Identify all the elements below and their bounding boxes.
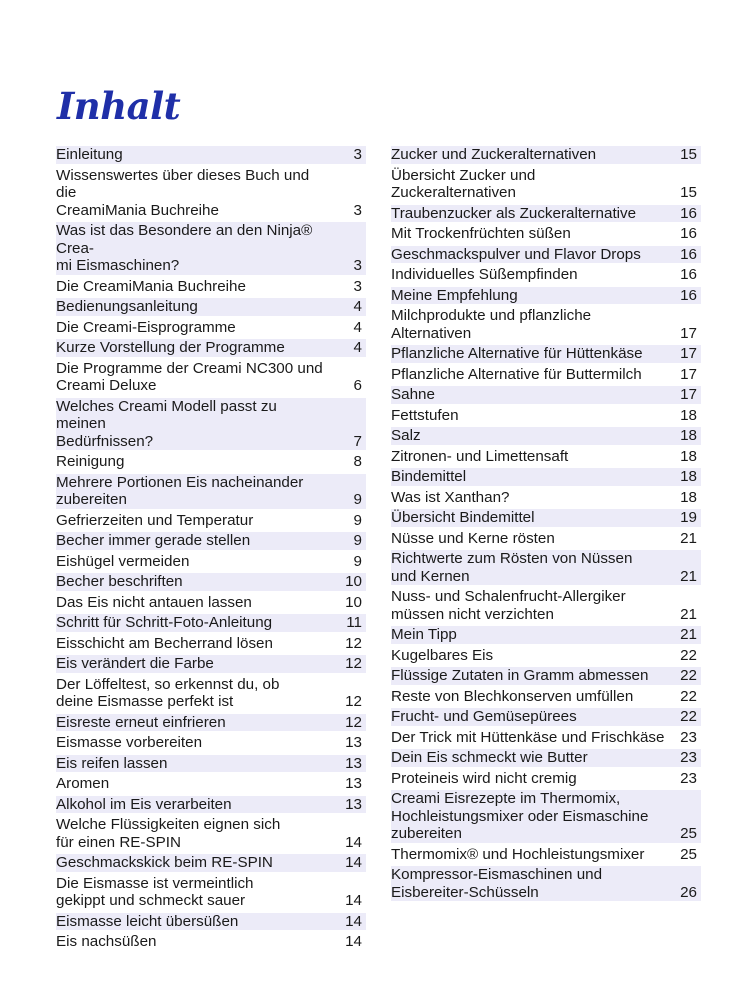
toc-entry xyxy=(391,427,701,445)
toc-entry-title xyxy=(391,407,665,425)
toc-entry-line: gekippt und schmeckt sauer xyxy=(56,892,246,909)
toc-entry-title xyxy=(391,468,665,486)
toc-entry-title xyxy=(391,307,665,342)
toc-entry-title xyxy=(56,360,330,395)
toc-entry xyxy=(391,386,701,404)
toc-entry xyxy=(391,749,701,767)
toc-page-number: 19 xyxy=(680,509,697,526)
toc-page-number: 14 xyxy=(345,833,362,851)
toc-entry-line: Proteineis wird nicht cremig xyxy=(391,769,577,787)
toc-page-number: 12 xyxy=(345,655,362,672)
toc-entry xyxy=(391,626,701,644)
toc-entry-title xyxy=(391,790,665,843)
toc-entry-line: CreamiMania Buchreihe xyxy=(56,201,219,219)
toc-entry xyxy=(56,755,366,773)
toc-entry xyxy=(391,790,701,843)
toc-entry-title xyxy=(391,550,665,585)
toc-entry xyxy=(56,816,366,851)
toc-entry xyxy=(391,770,701,788)
toc-entry-title xyxy=(56,167,330,220)
toc-page-number: 16 xyxy=(680,245,697,263)
toc-entry xyxy=(56,278,366,296)
toc-entry-title xyxy=(56,714,330,732)
toc-entry xyxy=(391,588,701,623)
toc-entry-line: Eis verändert die Farbe xyxy=(56,655,330,673)
toc-page-number: 23 xyxy=(680,728,697,746)
toc-page-number: 22 xyxy=(680,687,697,705)
toc-entry-title xyxy=(56,655,330,673)
toc-page-number: 21 xyxy=(680,626,697,643)
toc-page-number: 22 xyxy=(680,646,697,664)
toc-entry-title xyxy=(56,635,330,653)
toc-entry xyxy=(391,468,701,486)
toc-entry-title xyxy=(391,509,665,527)
toc-page-number: 23 xyxy=(680,749,697,766)
toc-entry xyxy=(56,298,366,316)
toc-entry-title xyxy=(56,398,330,451)
toc-entry xyxy=(56,796,366,814)
toc-page-number: 23 xyxy=(680,769,697,787)
toc-entry-title xyxy=(391,647,665,665)
toc-entry xyxy=(391,146,701,164)
toc-entry xyxy=(56,614,366,632)
toc-entry-line: Wissenswertes über dieses Buch und die xyxy=(56,166,310,201)
toc-page-number: 7 xyxy=(353,432,362,450)
toc-entry-line: Gefrierzeiten und Temperatur xyxy=(56,511,254,529)
toc-page-number: 17 xyxy=(680,345,697,362)
toc-entry-line: Creami Deluxe xyxy=(56,377,157,394)
toc-entry-line: Zuckeralternativen xyxy=(391,184,516,201)
toc-entry-line: für einen RE-SPIN xyxy=(56,833,181,851)
toc-entry xyxy=(391,530,701,548)
toc-entry xyxy=(391,866,701,901)
toc-entry-line: Welches Creami Modell passt zu meinen xyxy=(56,398,330,433)
toc-entry xyxy=(391,647,701,665)
toc-entry-title xyxy=(391,708,665,726)
toc-entry-line: Zitronen- und Limettensaft xyxy=(391,447,569,465)
toc-page-number: 16 xyxy=(680,225,697,242)
toc-entry-line: Geschmackspulver und Flavor Drops xyxy=(391,246,665,264)
toc-entry-title xyxy=(391,588,665,623)
toc-entry xyxy=(391,550,701,585)
toc-entry xyxy=(391,366,701,384)
toc-entry-title xyxy=(391,225,665,243)
toc-entry-line: Pflanzliche Alternative für Hüttenkäse xyxy=(391,345,665,363)
toc-entry-title xyxy=(391,246,665,264)
toc-page-number: 13 xyxy=(345,754,362,772)
toc-entry-line: Flüssige Zutaten in Gramm abmessen xyxy=(391,667,665,685)
toc-page-number: 12 xyxy=(345,713,362,731)
toc-page-number: 21 xyxy=(680,529,697,547)
toc-entry-line: Nüsse und Kerne rösten xyxy=(391,529,555,547)
toc-entry-title xyxy=(56,933,330,951)
toc-page-number: 17 xyxy=(680,365,697,383)
toc-page-number: 11 xyxy=(346,614,362,631)
toc-entry xyxy=(56,319,366,337)
toc-entry-line: Reste von Blechkonserven umfüllen xyxy=(391,687,634,705)
toc-entry-title xyxy=(56,512,330,530)
toc-page-number: 22 xyxy=(680,708,697,725)
toc-page-number: 12 xyxy=(345,693,362,710)
toc-entry-line: Kompressor-Eismaschinen und xyxy=(391,866,665,884)
toc-page-number: 9 xyxy=(353,552,362,570)
toc-page-number: 4 xyxy=(353,318,362,336)
toc-entry-title xyxy=(56,913,330,931)
toc-entry xyxy=(391,205,701,223)
toc-entry-title xyxy=(56,676,330,711)
toc-entry-line: Individuelles Süßempfinden xyxy=(391,266,578,283)
toc-entry-line: Bindemittel xyxy=(391,468,665,486)
toc-entry-line: Sahne xyxy=(391,386,665,404)
toc-entry xyxy=(391,167,701,202)
toc-entry-line: Dein Eis schmeckt wie Butter xyxy=(391,749,665,767)
toc-entry-line: mi Eismaschinen? xyxy=(56,257,330,275)
toc-entry-line: Die Creami-Eisprogramme xyxy=(56,318,236,336)
toc-entry-title xyxy=(391,729,665,747)
toc-entry xyxy=(56,775,366,793)
toc-entry-line: Was ist das Besondere an den Ninja® Crea- xyxy=(56,222,330,257)
toc-entry-line: Der Trick mit Hüttenkäse und Frischkäse xyxy=(391,728,665,746)
toc-entry xyxy=(56,933,366,951)
toc-page-number: 21 xyxy=(680,567,697,585)
toc-entry-title xyxy=(56,339,330,357)
toc-entry-title xyxy=(56,755,330,773)
toc-page-number: 26 xyxy=(680,883,697,901)
toc-entry xyxy=(56,398,366,451)
toc-entry-title xyxy=(56,532,330,550)
toc-entry-line: Kurze Vorstellung der Programme xyxy=(56,339,330,357)
toc-page-number: 3 xyxy=(353,257,362,274)
toc-entry-line: Zucker und Zuckeralternativen xyxy=(391,146,665,164)
toc-entry-title xyxy=(391,146,665,164)
toc-entry-line: Bedürfnissen? xyxy=(56,433,330,451)
toc-entry xyxy=(391,266,701,284)
toc-column-right xyxy=(391,146,701,904)
toc-entry xyxy=(391,407,701,425)
toc-entry-line: Übersicht Zucker und xyxy=(391,166,536,184)
toc-entry-line: Reinigung xyxy=(56,453,125,470)
toc-entry xyxy=(56,167,366,220)
toc-page-number: 13 xyxy=(345,734,362,751)
toc-page-number: 21 xyxy=(680,605,697,623)
toc-entry-line: Milchprodukte und pflanzliche xyxy=(391,307,592,324)
toc-entry-line: Traubenzucker als Zuckeralternative xyxy=(391,205,665,223)
toc-entry-line: zubereiten xyxy=(391,825,665,843)
toc-entry-title xyxy=(391,427,665,445)
toc-entry-line: Alkohol im Eis verarbeiten xyxy=(56,796,330,814)
toc-entry-line: Meine Empfehlung xyxy=(391,287,665,305)
toc-entry-line: Becher beschriften xyxy=(56,573,330,591)
toc-entry xyxy=(391,708,701,726)
toc-entry xyxy=(56,734,366,752)
toc-page-number: 9 xyxy=(353,491,362,508)
toc-entry xyxy=(56,474,366,509)
toc-page-number: 3 xyxy=(353,277,362,295)
toc-entry xyxy=(56,146,366,164)
toc-page-number: 4 xyxy=(353,298,362,315)
toc-entry-title xyxy=(56,854,330,872)
toc-entry-line: Das Eis nicht antauen lassen xyxy=(56,593,252,611)
toc-entry-line: Welche Flüssigkeiten eignen sich xyxy=(56,816,281,833)
toc-entry-title xyxy=(56,222,330,275)
toc-entry-title xyxy=(391,667,665,685)
toc-entry-title xyxy=(391,866,665,901)
toc-entry-line: Mit Trockenfrüchten süßen xyxy=(391,225,571,242)
toc-entry-line: Kugelbares Eis xyxy=(391,646,494,664)
toc-entry-title xyxy=(56,796,330,814)
toc-page-number: 18 xyxy=(680,488,697,506)
toc-page-number: 14 xyxy=(345,854,362,871)
toc-entry-title xyxy=(56,453,330,471)
toc-page-number: 18 xyxy=(680,468,697,485)
toc-entry-line: Schritt für Schritt-Foto-Anleitung xyxy=(56,614,330,632)
toc-page-number: 6 xyxy=(353,377,362,394)
toc-entry-title xyxy=(56,594,330,612)
toc-entry xyxy=(391,688,701,706)
toc-entry-title xyxy=(56,614,330,632)
toc-entry-line: Die Programme der Creami NC300 und xyxy=(56,359,323,377)
toc-entry-title xyxy=(56,146,330,164)
toc-entry-line: Die CreamiMania Buchreihe xyxy=(56,277,246,295)
toc-entry xyxy=(56,512,366,530)
toc-entry xyxy=(56,875,366,910)
toc-entry-title xyxy=(391,749,665,767)
toc-entry-line: Fettstufen xyxy=(391,406,459,424)
toc-entry xyxy=(56,913,366,931)
toc-entry xyxy=(391,287,701,305)
toc-entry-line: Übersicht Bindemittel xyxy=(391,509,665,527)
toc-entry-title xyxy=(391,770,665,788)
toc-entry-line: zubereiten xyxy=(56,491,330,509)
toc-entry-line: Frucht- und Gemüsepürees xyxy=(391,708,665,726)
toc-page-number: 15 xyxy=(680,146,697,163)
toc-entry xyxy=(56,655,366,673)
toc-column-left xyxy=(56,146,366,954)
toc-page-number: 10 xyxy=(345,593,362,611)
toc-page-number: 14 xyxy=(345,912,362,930)
toc-entry-title xyxy=(391,489,665,507)
toc-entry xyxy=(391,307,701,342)
toc-page-number: 18 xyxy=(680,447,697,465)
toc-entry-line: Aromen xyxy=(56,775,110,792)
toc-entry-title xyxy=(391,167,665,202)
page-title: Inhalt xyxy=(57,84,181,128)
toc-entry-line: Mehrere Portionen Eis nacheinander xyxy=(56,474,330,492)
toc-entry xyxy=(391,667,701,685)
toc-page-number: 3 xyxy=(353,201,362,219)
toc-entry-title xyxy=(391,366,665,384)
toc-entry-line: Was ist Xanthan? xyxy=(391,488,510,506)
toc-entry-line: Eismasse vorbereiten xyxy=(56,734,203,751)
toc-page-number: 25 xyxy=(680,845,697,863)
toc-page-number: 3 xyxy=(353,146,362,163)
toc-entry-line: Richtwerte zum Rösten von Nüssen xyxy=(391,550,665,568)
toc-entry-line: Eisbereiter-Schüsseln xyxy=(391,884,665,902)
toc-entry xyxy=(56,222,366,275)
toc-entry-line: Eis nachsüßen xyxy=(56,933,157,950)
toc-entry-title xyxy=(56,278,330,296)
toc-entry-title xyxy=(391,626,665,644)
toc-entry xyxy=(391,509,701,527)
toc-entry xyxy=(391,448,701,466)
toc-entry-title xyxy=(391,846,665,864)
toc-entry-title xyxy=(391,266,665,284)
toc-entry-line: deine Eismasse perfekt ist xyxy=(56,693,234,710)
toc-entry xyxy=(56,553,366,571)
toc-entry-title xyxy=(56,319,330,337)
toc-entry-line: Eisschicht am Becherrand lösen xyxy=(56,634,273,652)
toc-entry-title xyxy=(391,386,665,404)
toc-page-number: 25 xyxy=(680,825,697,842)
toc-page-number: 9 xyxy=(353,511,362,529)
toc-entry-title xyxy=(56,298,330,316)
toc-page-number: 18 xyxy=(680,406,697,424)
toc-entry-line: Bedienungsanleitung xyxy=(56,298,330,316)
toc-entry-line: Eismasse leicht übersüßen xyxy=(56,913,330,931)
toc-page-number: 14 xyxy=(345,933,362,950)
toc-entry xyxy=(391,345,701,363)
toc-entry-title xyxy=(391,448,665,466)
toc-page-number: 17 xyxy=(680,386,697,403)
toc-page-number: 13 xyxy=(345,775,362,792)
toc-entry-title xyxy=(56,573,330,591)
toc-entry-line: Thermomix® und Hochleistungsmixer xyxy=(391,845,645,863)
toc-entry-line: Eis reifen lassen xyxy=(56,755,330,773)
toc-entry-title xyxy=(391,287,665,305)
toc-entry xyxy=(56,532,366,550)
toc-entry-line: Die Eismasse ist vermeintlich xyxy=(56,874,254,892)
toc-entry xyxy=(56,676,366,711)
toc-entry-line: Eishügel vermeiden xyxy=(56,552,190,570)
toc-entry xyxy=(56,594,366,612)
toc-page-number: 8 xyxy=(353,453,362,470)
toc-entry-title xyxy=(56,875,330,910)
toc-page-number: 15 xyxy=(680,184,697,201)
toc-entry-line: Der Löffeltest, so erkennst du, ob xyxy=(56,675,280,693)
toc-entry xyxy=(391,846,701,864)
toc-page-number: 16 xyxy=(680,266,697,283)
toc-entry-title xyxy=(391,688,665,706)
toc-entry-title xyxy=(391,205,665,223)
toc-entry-line: Eisreste erneut einfrieren xyxy=(56,714,330,732)
toc-entry-title xyxy=(391,345,665,363)
toc-page-number: 9 xyxy=(353,532,362,549)
toc-entry xyxy=(391,225,701,243)
toc-entry-title xyxy=(56,775,330,793)
toc-entry xyxy=(56,854,366,872)
toc-page-number: 18 xyxy=(680,427,697,444)
toc-entry xyxy=(56,573,366,591)
toc-entry xyxy=(56,360,366,395)
toc-entry xyxy=(56,339,366,357)
toc-entry-line: Becher immer gerade stellen xyxy=(56,532,330,550)
toc-entry-line: Pflanzliche Alternative für Buttermilch xyxy=(391,365,642,383)
toc-entry xyxy=(391,729,701,747)
toc-entry-line: Hochleistungsmixer oder Eismaschine xyxy=(391,808,665,826)
toc-entry xyxy=(391,246,701,264)
toc-entry-line: Nuss- und Schalenfrucht-Allergiker xyxy=(391,588,626,605)
toc-page-number: 12 xyxy=(345,634,362,652)
toc-page-number: 4 xyxy=(353,339,362,356)
toc-entry-title xyxy=(56,553,330,571)
toc-entry-line: Einleitung xyxy=(56,146,330,164)
toc-entry-line: Mein Tipp xyxy=(391,626,665,644)
toc-entry-title xyxy=(56,474,330,509)
toc-entry-line: müssen nicht verzichten xyxy=(391,605,554,623)
toc-page-number: 14 xyxy=(345,892,362,909)
toc-page-number: 16 xyxy=(680,286,697,304)
toc-entry xyxy=(56,635,366,653)
toc-entry xyxy=(391,489,701,507)
toc-entry-title xyxy=(56,734,330,752)
toc-entry-title xyxy=(56,816,330,851)
toc-entry-line: Alternativen xyxy=(391,324,472,342)
toc-entry-line: Creami Eisrezepte im Thermomix, xyxy=(391,790,665,808)
toc-entry-line: Salz xyxy=(391,427,665,445)
toc-entry xyxy=(56,714,366,732)
toc-entry-line: und Kernen xyxy=(391,568,665,586)
toc-page-number: 22 xyxy=(680,667,697,684)
toc-page-number: 10 xyxy=(345,573,362,590)
toc-entry-title xyxy=(391,530,665,548)
toc-page-number: 17 xyxy=(680,324,697,342)
toc-page-number: 13 xyxy=(345,795,362,813)
toc-entry xyxy=(56,453,366,471)
toc-page-number: 16 xyxy=(680,204,697,222)
toc-entry-line: Geschmackskick beim RE-SPIN xyxy=(56,854,330,872)
